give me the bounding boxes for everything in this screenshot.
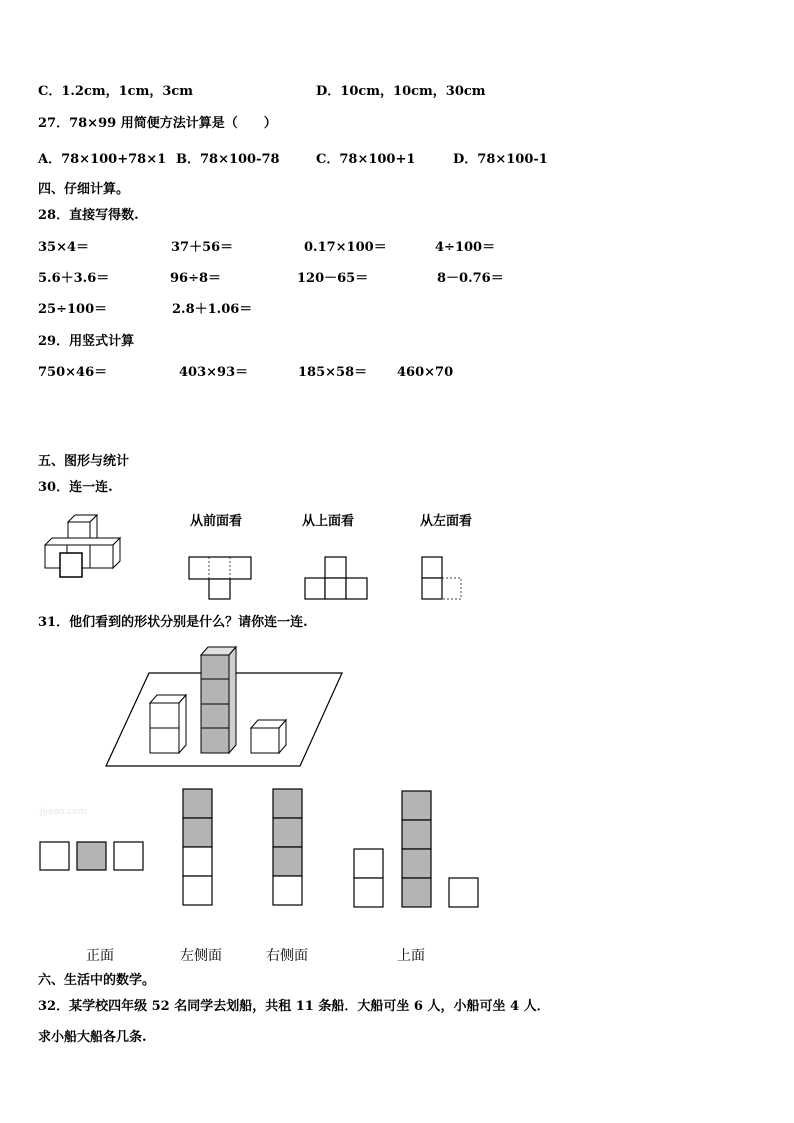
q30-view-left bbox=[421, 556, 465, 600]
q28-item: 37＋56＝ bbox=[171, 240, 234, 255]
q29-question: 29．用竖式计算 bbox=[38, 334, 135, 349]
watermark: Jyeoo.com bbox=[40, 807, 87, 817]
q30-cube-figure bbox=[42, 512, 142, 582]
q28-question: 28．直接写得数. bbox=[38, 208, 139, 223]
q28-item: 8－0.76＝ bbox=[437, 271, 504, 286]
q31-view-left bbox=[182, 788, 214, 906]
q28-item: 96÷8＝ bbox=[170, 271, 222, 286]
q30-label-front: 从前面看 bbox=[190, 514, 243, 529]
q29-item: 403×93＝ bbox=[179, 365, 249, 380]
q31-label-top: 上面 bbox=[397, 948, 425, 964]
q31-label-right: 右侧面 bbox=[266, 948, 308, 964]
section-4-title: 四、仔细计算。 bbox=[38, 182, 130, 197]
q29-item: 185×58＝ bbox=[298, 365, 368, 380]
q29-item: 460×70 bbox=[397, 365, 454, 380]
q27-option-a: A．78×100+78×1 bbox=[38, 152, 167, 167]
q32-line-1: 32．某学校四年级 52 名同学去划船，共租 11 条船．大船可坐 6 人，小船可坐 4 人． bbox=[38, 999, 550, 1014]
q27-option-c: C．78×100+1 bbox=[316, 152, 416, 167]
q30-label-left: 从左面看 bbox=[420, 514, 473, 529]
section-5-title: 五、图形与统计 bbox=[38, 454, 130, 469]
q30-view-front bbox=[188, 556, 252, 600]
q28-item: 2.8＋1.06＝ bbox=[172, 302, 253, 317]
q31-label-left: 左侧面 bbox=[180, 948, 222, 964]
q28-item: 5.6＋3.6＝ bbox=[38, 271, 110, 286]
q31-label-front: 正面 bbox=[86, 948, 114, 964]
q32-line-2: 求小船大船各几条. bbox=[38, 1030, 147, 1045]
q28-item: 35×4＝ bbox=[38, 240, 90, 255]
q31-scene bbox=[104, 644, 349, 769]
q28-item: 0.17×100＝ bbox=[304, 240, 387, 255]
q26-option-c: C．1.2cm，1cm，3cm bbox=[38, 84, 194, 99]
q31-view-right bbox=[272, 788, 304, 906]
q30-label-top: 从上面看 bbox=[302, 514, 355, 529]
q27-option-b: B．78×100-78 bbox=[176, 152, 280, 167]
q28-item: 120－65＝ bbox=[297, 271, 369, 286]
q28-item: 4÷100＝ bbox=[435, 240, 496, 255]
q31-view-front bbox=[39, 841, 147, 871]
q29-item: 750×46＝ bbox=[38, 365, 108, 380]
q27-question: 27．78×99 用简便方法计算是（ ） bbox=[38, 116, 277, 131]
q30-view-top bbox=[304, 556, 368, 600]
q28-item: 25÷100＝ bbox=[38, 302, 108, 317]
section-6-title: 六、生活中的数学。 bbox=[38, 973, 156, 988]
q27-option-d: D．78×100-1 bbox=[453, 152, 548, 167]
q30-question: 30．连一连. bbox=[38, 480, 113, 495]
q26-option-d: D．10cm，10cm，30cm bbox=[316, 84, 486, 99]
q31-view-top bbox=[353, 790, 481, 910]
q31-question: 31．他们看到的形状分别是什么？请你连一连. bbox=[38, 615, 308, 630]
